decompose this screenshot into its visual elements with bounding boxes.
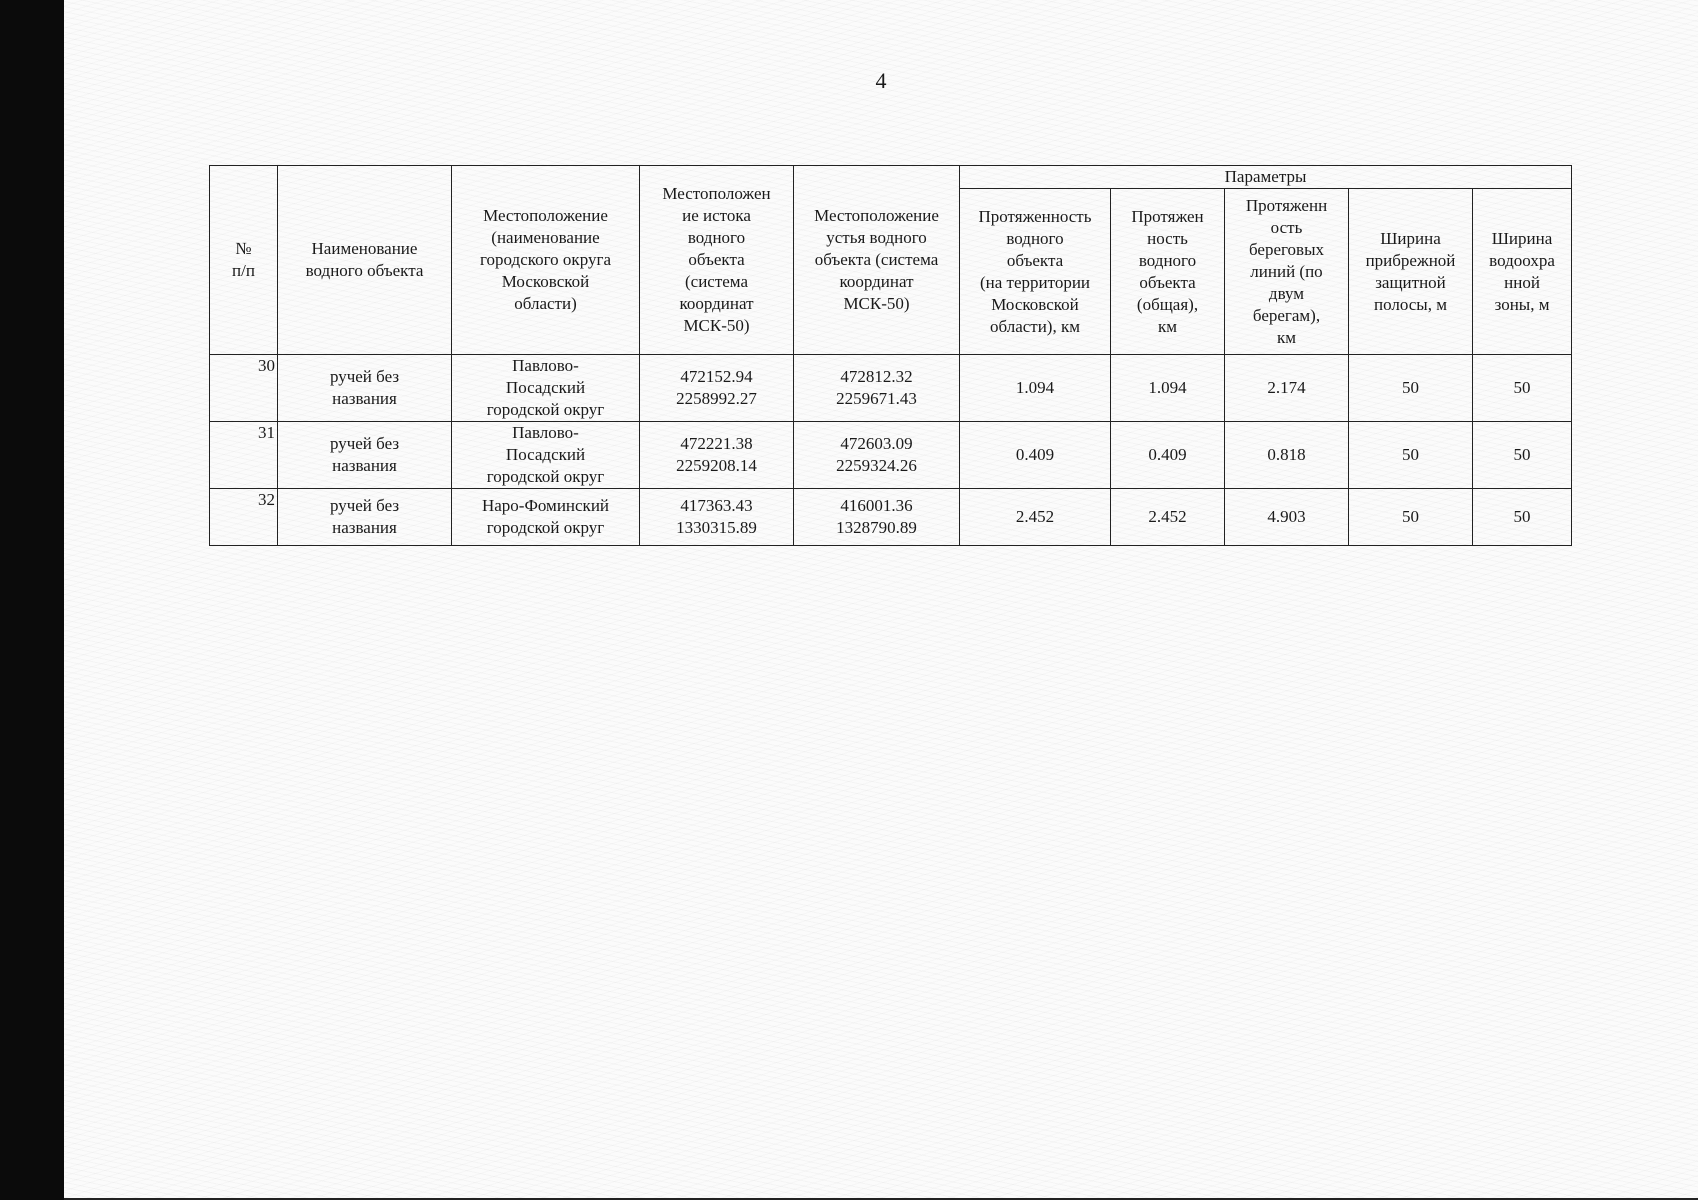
cell-name: ручей без названия: [278, 489, 452, 546]
cell-protection-zone: 50: [1473, 355, 1572, 422]
cell-num: 31: [210, 422, 278, 489]
cell-coastal-strip: 50: [1349, 355, 1473, 422]
cell-length-total: 0.409: [1111, 422, 1225, 489]
cell-location: Наро-Фоминский городской округ: [452, 489, 640, 546]
cell-mouth: 472603.09 2259324.26: [794, 422, 960, 489]
cell-mouth: 472812.32 2259671.43: [794, 355, 960, 422]
water-objects-table: [209, 165, 1572, 546]
cell-shoreline: 4.903: [1225, 489, 1349, 546]
scan-dark-edge: [0, 0, 64, 1200]
cell-coastal-strip: 50: [1349, 489, 1473, 546]
cell-source: 417363.43 1330315.89: [640, 489, 794, 546]
table-row: [210, 422, 1572, 489]
cell-protection-zone: 50: [1473, 489, 1572, 546]
header-length-region: Протяженность водного объекта (на территории Московской области), км: [960, 189, 1111, 355]
header-params-group: Параметры: [960, 166, 1572, 189]
cell-length-total: 1.094: [1111, 355, 1225, 422]
cell-length-region: 2.452: [960, 489, 1111, 546]
cell-num: 30: [210, 355, 278, 422]
cell-source: 472152.94 2258992.27: [640, 355, 794, 422]
cell-length-total: 2.452: [1111, 489, 1225, 546]
header-length-total: Протяжен ность водного объекта (общая), км: [1111, 189, 1225, 355]
cell-num: 32: [210, 489, 278, 546]
header-num: № п/п: [210, 166, 278, 355]
header-protection-zone: Ширина водоохра нной зоны, м: [1473, 189, 1572, 355]
header-name: Наименование водного объекта: [278, 166, 452, 355]
header-coastal-strip: Ширина прибрежной защитной полосы, м: [1349, 189, 1473, 355]
cell-name: ручей без названия: [278, 355, 452, 422]
header-source: Местоположен ие истока водного объекта (система координат МСК-50): [640, 166, 794, 355]
table-row: [210, 489, 1572, 546]
document-page: [64, 0, 1698, 1200]
cell-length-region: 1.094: [960, 355, 1111, 422]
cell-coastal-strip: 50: [1349, 422, 1473, 489]
cell-location: Павлово- Посадский городской округ: [452, 355, 640, 422]
cell-shoreline: 2.174: [1225, 355, 1349, 422]
cell-protection-zone: 50: [1473, 422, 1572, 489]
cell-shoreline: 0.818: [1225, 422, 1349, 489]
cell-name: ручей без названия: [278, 422, 452, 489]
cell-length-region: 0.409: [960, 422, 1111, 489]
cell-mouth: 416001.36 1328790.89: [794, 489, 960, 546]
header-mouth: Местоположение устья водного объекта (система координат МСК-50): [794, 166, 960, 355]
page-number: 4: [875, 68, 887, 93]
cell-location: Павлово- Посадский городской округ: [452, 422, 640, 489]
header-location: Местоположение (наименование городского округа Московской области): [452, 166, 640, 355]
header-shoreline: Протяженн ость береговых линий (по двум берегам), км: [1225, 189, 1349, 355]
table-row: [210, 355, 1572, 422]
cell-source: 472221.38 2259208.14: [640, 422, 794, 489]
